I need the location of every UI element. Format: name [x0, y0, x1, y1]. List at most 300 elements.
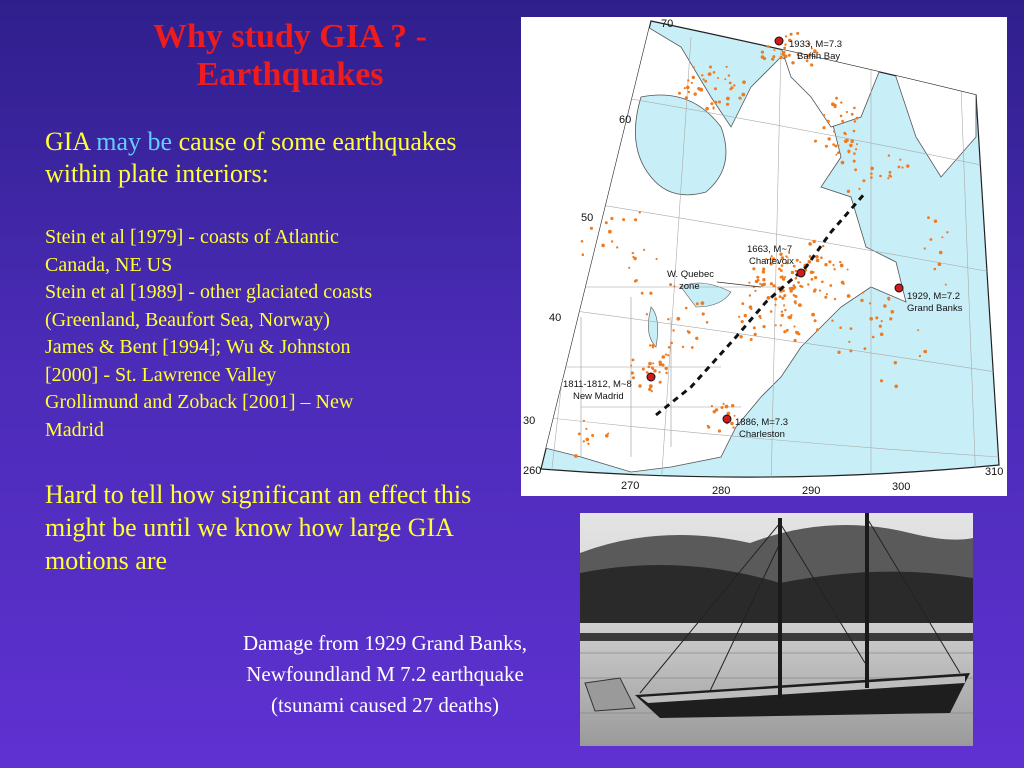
earthquake-dot	[879, 175, 882, 178]
earthquake-dot	[740, 335, 743, 338]
earthquake-dot	[894, 361, 897, 364]
earthquake-dot	[853, 130, 856, 133]
earthquake-dot	[726, 97, 730, 101]
label-charlevoix-1: 1663, M~7	[747, 244, 793, 255]
earthquake-dot	[840, 264, 844, 268]
earthquake-dot	[651, 390, 653, 392]
earthquake-dot	[582, 253, 585, 256]
earthquake-dot	[834, 104, 837, 107]
conclusion-text: Hard to tell how significant an effect this might be until we know how large GIA motions are	[45, 480, 472, 575]
earthquake-dot	[794, 300, 797, 303]
caption-line: (tsunami caused 27 deaths)	[270, 693, 500, 717]
earthquake-dot	[704, 80, 707, 83]
reference-line: (Greenland, Beaufort Sea, Norway)	[45, 308, 330, 331]
earthquake-dot	[741, 302, 744, 305]
earthquake-dot	[793, 325, 795, 327]
earthquake-dot	[711, 405, 713, 407]
earthquake-dot	[608, 230, 612, 234]
earthquake-dot	[586, 438, 590, 442]
earthquake-dot	[697, 87, 700, 90]
earthquake-dot	[632, 252, 634, 254]
earthquake-dot	[781, 275, 784, 278]
earthquake-dot	[835, 97, 838, 100]
earthquake-dot	[781, 314, 784, 317]
label-grandbanks-1: 1929, M=7.2	[907, 291, 961, 302]
earthquake-dot	[610, 217, 613, 220]
caption-line: Newfoundland M 7.2 earthquake	[246, 662, 524, 686]
earthquake-dot	[656, 258, 658, 260]
earthquake-dot	[791, 287, 794, 290]
earthquake-dot	[808, 260, 812, 264]
lon-label-300: 300	[892, 481, 911, 493]
earthquake-dot	[761, 283, 764, 286]
earthquake-dot	[702, 78, 704, 80]
reference-line: Canada, NE US	[45, 253, 173, 276]
earthquake-dot	[856, 143, 858, 145]
earthquake-dot	[685, 307, 688, 310]
earthquake-dot	[774, 304, 776, 306]
reference-line: [2000] - St. Lawrence Valley	[45, 363, 277, 386]
earthquake-dot	[762, 278, 765, 281]
earthquake-dot	[825, 145, 828, 148]
earthquake-dot	[706, 321, 709, 324]
earthquake-dot	[795, 277, 798, 280]
label-madrid-2: New Madrid	[573, 391, 624, 402]
earthquake-dot	[753, 326, 756, 329]
earthquake-dot	[880, 379, 883, 382]
intro-text	[45, 126, 495, 190]
earthquake-dot	[790, 33, 793, 36]
label-grandbanks-2: Grand Banks	[907, 303, 963, 314]
earthquake-dot	[862, 179, 865, 182]
earthquake-dot	[853, 152, 856, 155]
earthquake-dot	[840, 115, 843, 118]
earthquake-dot	[634, 218, 637, 221]
earthquake-dot	[632, 376, 635, 379]
earthquake-dot	[630, 365, 632, 367]
earthquake-dot	[934, 268, 937, 271]
earthquake-dot	[724, 78, 726, 80]
earthquake-dot	[705, 107, 709, 111]
references-list	[45, 224, 495, 444]
earthquake-dot	[752, 267, 755, 270]
earthquake-dot	[667, 354, 669, 356]
earthquake-dot	[574, 454, 578, 458]
earthquake-dot	[822, 245, 824, 247]
earthquake-dot	[833, 268, 835, 270]
earthquake-dot	[665, 354, 667, 356]
earthquake-dot	[665, 367, 668, 370]
earthquake-dot	[622, 218, 625, 221]
reference-line: Grollimund and Zoback [2001] – New	[45, 391, 354, 413]
earthquake-dot	[783, 304, 785, 306]
earthquake-dot	[772, 284, 775, 287]
earthquake-dot	[853, 160, 856, 163]
earthquake-dot	[684, 87, 686, 89]
earthquake-dot	[710, 102, 713, 105]
earthquake-dot	[813, 240, 816, 243]
earthquake-dot	[748, 282, 750, 284]
lon-label-310: 310	[985, 466, 1004, 478]
intro-may: may	[96, 127, 142, 156]
earthquake-dot	[714, 87, 717, 90]
earthquake-dot	[762, 268, 765, 271]
earthquake-dot	[794, 339, 797, 342]
earthquake-dot	[832, 264, 834, 266]
earthquake-dot	[638, 384, 641, 387]
earthquake-dot	[701, 74, 703, 76]
earthquake-dot	[728, 74, 730, 76]
earthquake-dot	[815, 255, 819, 259]
earthquake-dot	[831, 320, 833, 322]
earthquake-dot	[799, 261, 801, 263]
earthquake-dot	[590, 227, 593, 230]
earthquake-dot	[879, 325, 882, 328]
earthquake-dot	[761, 51, 764, 54]
earthquake-dot	[718, 101, 721, 104]
earthquake-dot	[793, 294, 796, 297]
lon-label-290: 290	[802, 485, 821, 496]
earthquake-dot	[756, 276, 759, 279]
lon-label-260: 260	[523, 465, 542, 477]
earthquake-dot	[733, 84, 735, 86]
earthquake-dot	[883, 304, 887, 308]
earthquake-dot	[826, 293, 828, 295]
earthquake-dot	[864, 347, 867, 350]
earthquake-dot	[875, 316, 878, 319]
earthquake-dot	[731, 86, 734, 89]
earthquake-dot	[726, 103, 729, 106]
earthquake-dot	[823, 114, 825, 116]
earthquake-dot	[870, 173, 873, 176]
intro-part-1: GIA	[45, 127, 97, 156]
earthquake-dot	[754, 333, 757, 336]
earthquake-dot	[713, 71, 716, 74]
lon-label-280: 280	[712, 485, 731, 496]
earthquake-dot	[917, 329, 919, 331]
earthquake-dot	[838, 145, 840, 147]
earthquake-dot	[641, 292, 644, 295]
earthquake-dot	[788, 54, 791, 57]
earthquake-dot	[667, 318, 669, 320]
earthquake-dot	[712, 107, 714, 109]
earthquake-dot	[811, 313, 815, 317]
earthquake-dot	[708, 72, 712, 76]
earthquake-dot	[631, 371, 634, 374]
earthquake-dot	[780, 56, 783, 59]
earthquake-dot	[709, 66, 712, 69]
earthquake-dot	[828, 137, 831, 140]
earthquake-dot	[858, 188, 860, 190]
earthquake-dot	[797, 281, 800, 284]
earthquake-dot	[939, 251, 943, 255]
earthquake-dot	[853, 107, 856, 110]
earthquake-dot	[723, 403, 725, 405]
earthquake-dot	[648, 366, 651, 369]
earthquake-dot	[649, 292, 652, 295]
earthquake-dot	[750, 308, 752, 310]
earthquake-dot	[741, 93, 745, 97]
label-quebec-1: W. Quebec	[667, 269, 714, 280]
earthquake-dot	[869, 317, 873, 321]
earthquake-dot	[702, 312, 705, 315]
earthquake-dot	[833, 130, 835, 132]
earthquake-dot	[872, 336, 875, 339]
earthquake-dot	[687, 79, 689, 81]
earthquake-dot	[757, 279, 760, 282]
earthquake-dot	[847, 294, 851, 298]
earthquake-dot	[798, 333, 800, 335]
earthquake-dot	[851, 113, 854, 116]
earthquake-dot	[587, 443, 589, 445]
seismicity-map	[521, 17, 1007, 496]
quake-charlevoix-marker	[797, 269, 805, 277]
earthquake-dot	[889, 171, 892, 174]
earthquake-dot	[814, 276, 817, 279]
earthquake-dot	[788, 316, 792, 320]
earthquake-dot	[870, 167, 874, 171]
earthquake-dot	[924, 247, 926, 249]
earthquake-dot	[849, 349, 852, 352]
earthquake-dot	[633, 257, 636, 260]
earthquake-dot	[783, 294, 786, 297]
earthquake-dot	[848, 152, 850, 154]
earthquake-dot	[832, 143, 835, 146]
earthquake-dot	[783, 47, 786, 50]
earthquake-dot	[742, 80, 746, 84]
earthquake-dot	[687, 331, 690, 334]
earthquake-dot	[924, 350, 927, 353]
lat-label-60: 60	[619, 114, 632, 126]
earthquake-dot	[652, 362, 654, 364]
earthquake-dot	[822, 126, 825, 129]
earthquake-dot	[888, 299, 890, 301]
earthquake-dot	[821, 281, 824, 284]
earthquake-dot	[795, 270, 797, 272]
earthquake-dot	[670, 342, 673, 345]
earthquake-dot	[762, 270, 765, 273]
earthquake-dot	[856, 117, 859, 120]
lat-label-40: 40	[549, 312, 562, 324]
earthquake-dot	[634, 280, 637, 283]
earthquake-dot	[781, 297, 784, 300]
earthquake-dot	[685, 96, 688, 99]
earthquake-dot	[854, 168, 857, 171]
slide-title	[100, 18, 480, 94]
earthquake-dot	[816, 259, 820, 263]
earthquake-dot	[611, 240, 613, 242]
earthquake-dot	[672, 329, 674, 331]
earthquake-dot	[848, 341, 850, 343]
earthquake-dot	[591, 434, 594, 437]
earthquake-dot	[824, 263, 827, 266]
earthquake-dot	[692, 66, 694, 68]
earthquake-dot	[639, 211, 641, 213]
earthquake-dot	[770, 310, 773, 313]
earthquake-dot	[845, 133, 847, 135]
earthquake-dot	[888, 154, 890, 156]
lat-label-70: 70	[661, 18, 674, 30]
label-charleston-2: Charleston	[739, 429, 785, 440]
earthquake-dot	[688, 91, 690, 93]
earthquake-dot	[583, 440, 585, 442]
earthquake-dot	[779, 295, 782, 298]
label-charlevoix-2: Charlevoix	[749, 256, 794, 267]
earthquake-dot	[784, 43, 786, 45]
intro-part-2: cause of some earthquakes within plate interiors:	[45, 127, 457, 188]
earthquake-dot	[714, 101, 717, 104]
earthquake-dot	[824, 296, 827, 299]
earthquake-dot	[841, 161, 845, 165]
earthquake-dot	[835, 154, 837, 156]
earthquake-dot	[880, 333, 884, 337]
earthquake-dot	[585, 428, 587, 430]
earthquake-dot	[669, 283, 672, 286]
title-line-2: Earthquakes	[196, 56, 384, 93]
earthquake-dot	[759, 283, 761, 285]
earthquake-dot	[659, 361, 662, 364]
earthquake-dot	[668, 346, 671, 349]
earthquake-dot	[763, 57, 766, 60]
earthquake-dot	[754, 290, 756, 292]
earthquake-dot	[828, 260, 831, 263]
label-baffin-2: Baffin Bay	[797, 51, 841, 62]
earthquake-dot	[906, 164, 909, 167]
earthquake-dot	[881, 320, 883, 322]
earthquake-dot	[578, 433, 581, 436]
intro-be: be	[147, 127, 173, 156]
earthquake-dot	[581, 240, 584, 243]
earthquake-dot	[659, 381, 662, 384]
earthquake-dot	[796, 32, 799, 35]
photo-caption	[195, 628, 575, 721]
earthquake-dot	[840, 101, 842, 103]
earthquake-dot	[648, 362, 652, 366]
earthquake-dot	[601, 244, 605, 248]
reference-line: James & Bent [1994]; Wu & Johnston	[45, 336, 351, 358]
earthquake-dot	[814, 319, 817, 322]
earthquake-dot	[791, 271, 794, 274]
earthquake-dot	[721, 406, 724, 409]
earthquake-dot	[842, 283, 844, 285]
earthquake-dot	[808, 242, 812, 246]
earthquake-dot	[850, 139, 854, 143]
earthquake-dot	[927, 216, 930, 219]
earthquake-dot	[707, 426, 710, 429]
earthquake-dot	[887, 177, 889, 179]
earthquake-dot	[738, 316, 740, 318]
earthquake-dot	[649, 344, 651, 346]
earthquake-dot	[849, 144, 853, 148]
quake-baffin-bay-marker	[775, 37, 783, 45]
earthquake-dot	[837, 351, 840, 354]
earthquake-dot	[718, 429, 721, 432]
earthquake-dot	[837, 151, 840, 154]
earthquake-dot	[676, 317, 680, 321]
earthquake-dot	[767, 296, 771, 300]
schooner-damage-photo	[580, 513, 973, 746]
earthquake-dot	[744, 314, 747, 317]
earthquake-dot	[812, 271, 814, 273]
earthquake-dot	[780, 324, 782, 326]
earthquake-dot	[781, 52, 785, 56]
earthquake-dot	[741, 320, 744, 323]
earthquake-dot	[750, 338, 753, 341]
earthquake-dot	[855, 148, 857, 150]
earthquake-dot	[847, 190, 850, 193]
earthquake-dot	[811, 278, 814, 281]
earthquake-dot	[774, 297, 777, 300]
earthquake-dot	[816, 328, 819, 331]
earthquake-dot	[790, 289, 793, 292]
earthquake-dot	[646, 313, 648, 315]
lon-label-270: 270	[621, 480, 640, 492]
earthquake-dot	[860, 299, 863, 302]
earthquake-dot	[730, 422, 734, 426]
earthquake-dot	[854, 120, 857, 123]
earthquake-dot	[839, 326, 842, 329]
earthquake-dot	[814, 140, 817, 143]
earthquake-dot	[946, 231, 948, 233]
earthquake-dot	[901, 166, 903, 168]
label-charleston-1: 1886, M=7.3	[735, 417, 789, 428]
caption-line: Damage from 1929 Grand Banks,	[242, 631, 527, 655]
earthquake-dot	[810, 63, 813, 66]
earthquake-dot	[791, 61, 794, 64]
earthquake-dot	[801, 286, 803, 288]
earthquake-dot	[784, 276, 786, 278]
earthquake-dot	[891, 310, 895, 314]
earthquake-dot	[930, 238, 933, 241]
earthquake-dot	[889, 317, 892, 320]
reference-line: Stein et al [1979] - coasts of Atlantic	[45, 226, 339, 248]
earthquake-dot	[726, 66, 728, 68]
earthquake-dot	[783, 330, 786, 333]
earthquake-dot	[643, 249, 645, 251]
earthquake-dot	[807, 283, 809, 285]
earthquake-dot	[844, 140, 848, 144]
earthquake-dot	[682, 346, 684, 348]
earthquake-dot	[899, 159, 901, 161]
earthquake-dot	[763, 325, 766, 328]
earthquake-dot	[628, 267, 630, 269]
earthquake-dot	[767, 45, 770, 48]
earthquake-dot	[938, 262, 942, 266]
quake-charleston-marker	[723, 415, 731, 423]
earthquake-dot	[661, 363, 664, 366]
earthquake-dot	[890, 175, 892, 177]
earthquake-dot	[796, 259, 799, 262]
earthquake-dot	[819, 290, 821, 292]
earthquake-dot	[839, 261, 841, 263]
label-madrid-1: 1811-1812, M~8	[563, 379, 632, 390]
earthquake-dot	[642, 368, 645, 371]
earthquake-dot	[781, 311, 783, 313]
earthquake-dot	[665, 372, 667, 374]
earthquake-dot	[945, 284, 947, 286]
reference-line: Stein et al [1989] - other glaciated coasts	[45, 281, 373, 303]
earthquake-dot	[894, 385, 898, 389]
earthquake-dot	[749, 294, 751, 296]
earthquake-dot	[869, 302, 871, 304]
title-line-1: Why study GIA ? -	[153, 18, 427, 55]
earthquake-dot	[605, 221, 608, 224]
earthquake-dot	[694, 92, 697, 95]
earthquake-dot	[841, 120, 844, 123]
earthquake-dot	[713, 410, 716, 413]
earthquake-dot	[870, 176, 873, 179]
earthquake-dot	[607, 433, 609, 435]
